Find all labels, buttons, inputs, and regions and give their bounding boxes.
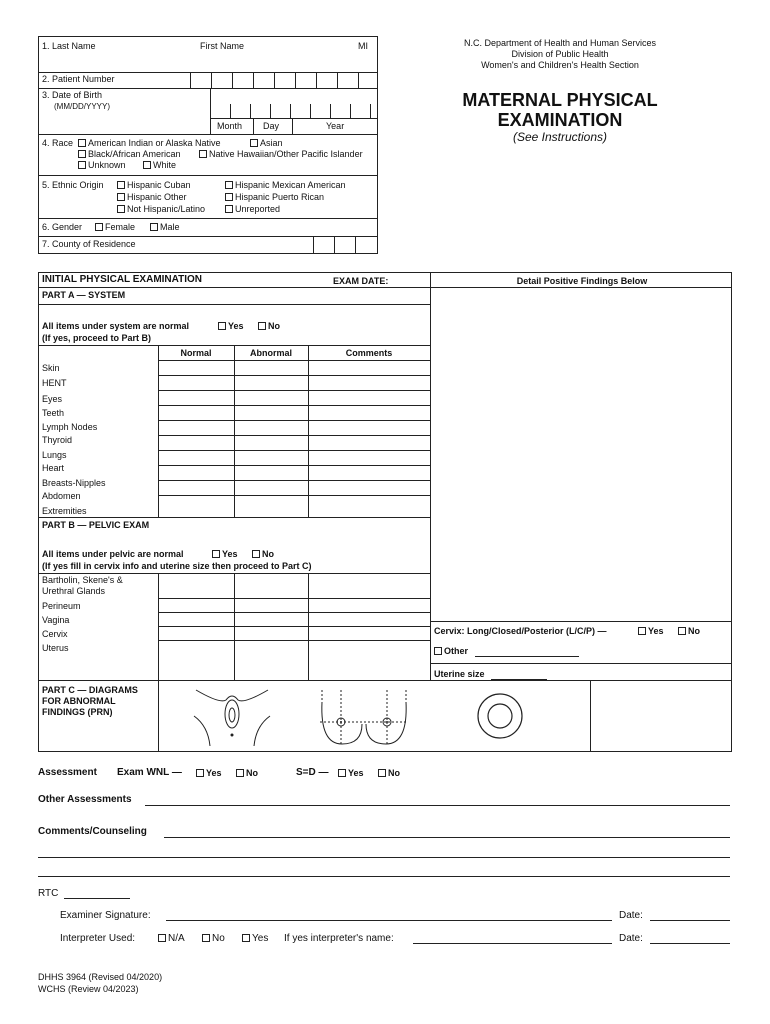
comments-field-line[interactable] — [38, 857, 730, 858]
last-name-label: 1. Last Name — [42, 41, 96, 51]
part-c-title: PART C — DIAGRAMS — [42, 685, 138, 695]
pelvic-label: Perineum — [42, 601, 81, 611]
ethnic-option[interactable]: Not Hispanic/Latino — [117, 204, 205, 215]
cervix-diagram[interactable] — [476, 692, 524, 740]
cervix-other[interactable]: Other — [434, 646, 468, 657]
year-label: Year — [326, 121, 345, 131]
col-normal: Normal — [180, 348, 212, 358]
race-option[interactable]: White — [143, 160, 176, 171]
interp-name-label: If yes interpreter's name: — [284, 933, 394, 944]
checkbox-icon[interactable] — [117, 205, 125, 213]
checkbox-icon[interactable] — [158, 934, 166, 942]
checkbox-icon[interactable] — [212, 550, 220, 558]
system-label: Lymph Nodes — [42, 422, 98, 432]
section-name: Women's and Children's Health Section — [481, 60, 639, 70]
checkbox-icon[interactable] — [225, 193, 233, 201]
uterine-label: Uterine size — [434, 669, 485, 679]
ethnic-option[interactable]: Hispanic Puerto Rican — [225, 192, 324, 203]
part-b-title: PART B — PELVIC EXAM — [42, 520, 150, 530]
checkbox-icon[interactable] — [95, 223, 103, 231]
pelvic-label: Bartholin, Skene's & — [42, 575, 123, 585]
rtc-label: RTC — [38, 888, 59, 899]
checkbox-icon[interactable] — [78, 161, 86, 169]
race-option[interactable]: Unknown — [78, 160, 126, 171]
wnl-label: Exam WNL — — [117, 767, 182, 778]
examiner-field[interactable] — [166, 920, 612, 921]
comments-field-line[interactable] — [38, 876, 730, 877]
part-a-note: (If yes, proceed to Part B) — [42, 333, 152, 343]
checkbox-icon[interactable] — [338, 769, 346, 777]
examiner-date-label: Date: — [619, 910, 643, 921]
gender-label: 6. Gender — [42, 222, 83, 232]
system-label: Heart — [42, 463, 65, 473]
page-subtitle: (See Instructions) — [512, 130, 608, 144]
cervix-yes[interactable]: Yes — [638, 626, 664, 637]
system-label: Lungs — [42, 450, 67, 460]
wnl-no[interactable]: No — [236, 768, 258, 779]
system-label: Abdomen — [42, 491, 81, 501]
checkbox-icon[interactable] — [225, 181, 233, 189]
part-b-question: All items under pelvic are normal — [42, 549, 184, 559]
checkbox-icon[interactable] — [378, 769, 386, 777]
perineum-diagram[interactable] — [190, 686, 274, 748]
checkbox-icon[interactable] — [434, 647, 442, 655]
examiner-date-field[interactable] — [650, 920, 730, 921]
wnl-yes[interactable]: Yes — [196, 768, 222, 779]
rtc-field[interactable] — [64, 898, 130, 899]
examiner-label: Examiner Signature: — [60, 910, 151, 921]
county-label: 7. County of Residence — [42, 239, 136, 249]
checkbox-icon[interactable] — [196, 769, 204, 777]
page-title: MATERNAL PHYSICAL — [462, 90, 658, 110]
race-option[interactable]: Black/African American — [78, 149, 181, 160]
interp-option[interactable]: Yes — [242, 933, 268, 945]
part-a-yes[interactable]: Yes — [218, 321, 244, 332]
sd-yes[interactable]: Yes — [338, 768, 364, 779]
sd-no[interactable]: No — [378, 768, 400, 779]
system-label: Skin — [42, 363, 60, 373]
checkbox-icon[interactable] — [218, 322, 226, 330]
part-b-yes[interactable]: Yes — [212, 549, 238, 560]
division-name: Division of Public Health — [511, 49, 609, 59]
checkbox-icon[interactable] — [242, 934, 250, 942]
interp-date-field[interactable] — [650, 943, 730, 944]
patient-number-boxes[interactable] — [190, 72, 378, 88]
part-c-line2: FOR ABNORMAL — [42, 696, 116, 706]
cervix-no[interactable]: No — [678, 626, 700, 637]
system-label: Breasts-Nipples — [42, 478, 106, 488]
county-boxes[interactable] — [313, 236, 378, 254]
checkbox-icon[interactable] — [252, 550, 260, 558]
cervix-other-field[interactable] — [475, 656, 579, 657]
review-date: WCHS (Review 04/2023) — [38, 984, 139, 994]
interpreter-label: Interpreter Used: — [60, 933, 136, 944]
ethnic-option[interactable]: Hispanic Cuban — [117, 180, 191, 191]
interp-name-field[interactable] — [413, 943, 612, 944]
day-label: Day — [263, 121, 280, 131]
race-option[interactable]: Asian — [250, 138, 283, 149]
exam-date-label: EXAM DATE: — [333, 276, 389, 286]
exam-title: INITIAL PHYSICAL EXAMINATION — [42, 274, 203, 285]
dob-label: 3. Date of Birth — [42, 90, 103, 100]
system-label: Teeth — [42, 408, 65, 418]
race-option[interactable]: Native Hawaiian/Other Pacific Islander — [199, 149, 363, 160]
checkbox-icon[interactable] — [143, 161, 151, 169]
part-c-line3: FINDINGS (PRN) — [42, 707, 113, 717]
race-label: 4. Race — [42, 138, 74, 148]
checkbox-icon[interactable] — [225, 205, 233, 213]
part-a-title: PART A — SYSTEM — [42, 290, 126, 300]
checkbox-icon[interactable] — [78, 150, 86, 158]
ethnic-option[interactable]: Hispanic Other — [117, 192, 187, 203]
system-label: Eyes — [42, 394, 63, 404]
checkbox-icon[interactable] — [150, 223, 158, 231]
checkbox-icon[interactable] — [202, 934, 210, 942]
dob-boxes[interactable] — [210, 104, 378, 118]
part-a-question: All items under system are normal — [42, 321, 190, 331]
other-assessments-field[interactable] — [145, 805, 730, 806]
checkbox-icon[interactable] — [258, 322, 266, 330]
dob-format: (MM/DD/YYYY) — [54, 102, 110, 111]
other-assessments-label: Other Assessments — [38, 794, 132, 805]
sd-label: S=D — — [296, 767, 329, 778]
col-abnormal: Abnormal — [249, 348, 292, 358]
ethnic-option[interactable]: Unreported — [225, 204, 280, 215]
system-label: Extremities — [42, 506, 87, 516]
patient-number-label: 2. Patient Number — [42, 74, 115, 84]
mi-label: MI — [358, 41, 368, 51]
part-b-note: (If yes fill in cervix info and uterine size then proceed to Part C) — [42, 561, 312, 571]
gender-option[interactable]: Female — [95, 222, 135, 233]
first-name-label: First Name — [200, 41, 245, 51]
dept-name: N.C. Department of Health and Human Services — [463, 38, 657, 48]
pelvic-label: Urethral Glands — [42, 586, 106, 596]
checkbox-icon[interactable] — [199, 150, 207, 158]
checkbox-icon[interactable] — [678, 627, 686, 635]
detail-label: Detail Positive Findings Below — [516, 276, 648, 286]
checkbox-icon[interactable] — [117, 193, 125, 201]
checkbox-icon[interactable] — [638, 627, 646, 635]
interp-option[interactable]: N/A — [158, 933, 185, 945]
checkbox-icon[interactable] — [78, 139, 86, 147]
form-number: DHHS 3964 (Revised 04/2020) — [38, 972, 163, 982]
pelvic-label: Cervix — [42, 629, 68, 639]
system-label: Thyroid — [42, 435, 73, 445]
interp-date-label: Date: — [619, 933, 643, 944]
assessment-label: Assessment — [38, 767, 97, 778]
gender-option[interactable]: Male — [150, 222, 180, 233]
ethnic-option[interactable]: Hispanic Mexican American — [225, 180, 346, 191]
cervix-label: Cervix: Long/Closed/Posterior (L/C/P) — — [434, 626, 607, 636]
comments-field[interactable] — [164, 837, 730, 838]
part-b-no[interactable]: No — [252, 549, 274, 560]
pelvic-label: Uterus — [42, 643, 69, 653]
page-title-line2: EXAMINATION — [497, 110, 623, 130]
interp-option[interactable]: No — [202, 933, 225, 945]
pelvic-label: Vagina — [42, 615, 70, 625]
comments-label: Comments/Counseling — [38, 826, 147, 837]
system-label: HENT — [42, 378, 67, 388]
race-option[interactable]: American Indian or Alaska Native — [78, 138, 221, 149]
checkbox-icon[interactable] — [236, 769, 244, 777]
part-a-no[interactable]: No — [258, 321, 280, 332]
checkbox-icon[interactable] — [250, 139, 258, 147]
breasts-diagram[interactable] — [318, 688, 410, 748]
ethnic-label: 5. Ethnic Origin — [42, 180, 104, 190]
month-label: Month — [217, 121, 243, 131]
col-comments: Comments — [345, 348, 393, 358]
checkbox-icon[interactable] — [117, 181, 125, 189]
